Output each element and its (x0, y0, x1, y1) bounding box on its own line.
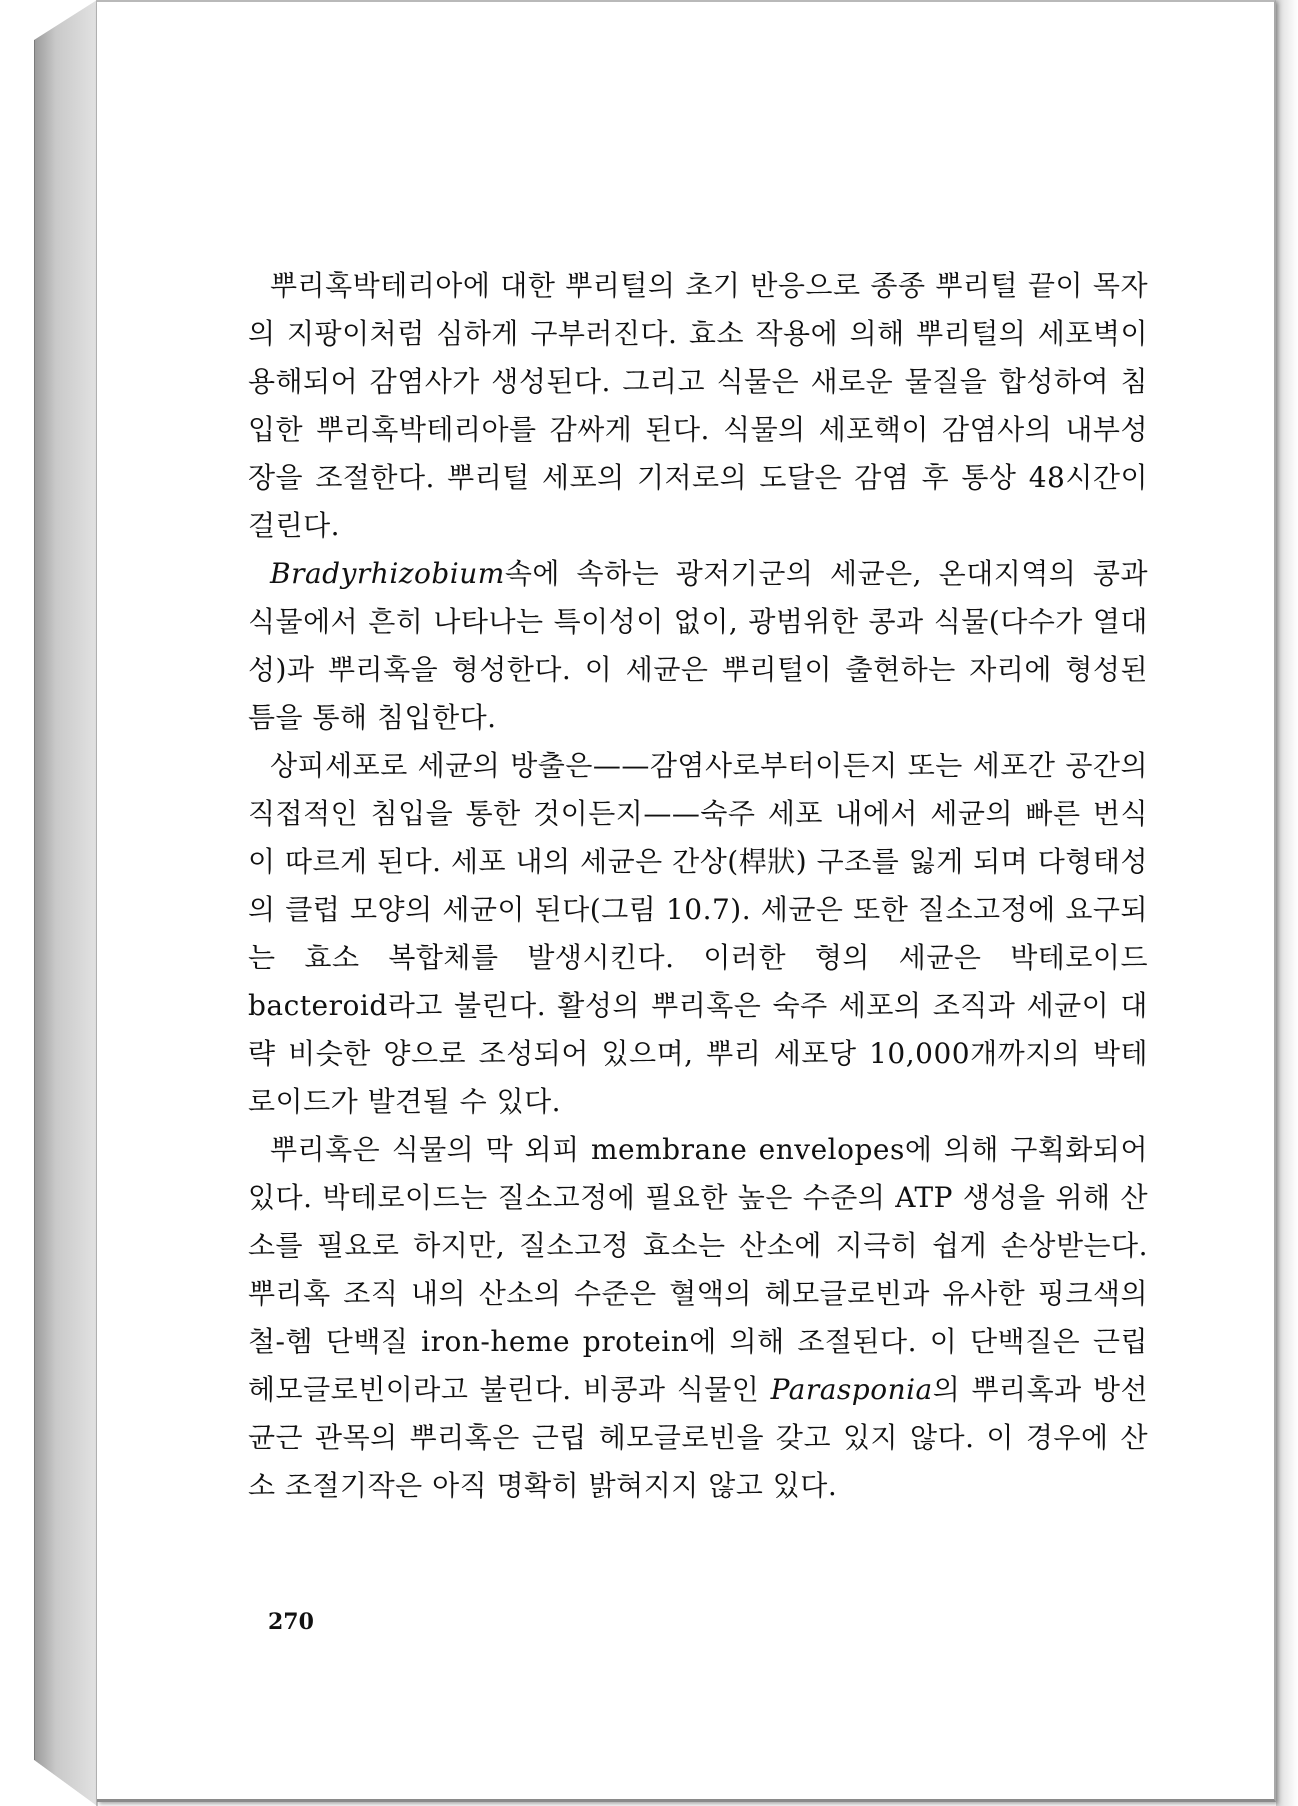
paragraph-2 (248, 550, 1148, 742)
paragraph-3 (248, 742, 1148, 1126)
body-text (248, 262, 1148, 1510)
paragraph-4-text-a: 뿌리혹은 식물의 막 외피 membrane envelopes에 의해 구획화되어 있다. 박테로이드는 질소고정에 필요한 높은 수준의 ATP 생성을 위해 산소를 필요로 하지만, 질소고정 효소는 산소에 지극히 쉽게 손상받는다. 뿌리혹 조직 내의 산소의 수준은 혈액의 헤모글로빈과 유사한 핑크색의 철-헴 단백질 iron-heme protein에 의해 조절된다. 이 단백질은 근립 헤모글로빈이라고 불린다. 비콩과 식물인 (248, 1133, 1148, 1406)
paragraph-3-text: 상피세포로 세균의 방출은——감염사로부터이든지 또는 세포간 공간의 직접적인 침입을 통한 것이든지——숙주 세포 내에서 세균의 빠른 번식이 따르게 된다. 세포 내의 세균은 간상(桿狀) 구조를 잃게 되며 다형태성의 클럽 모양의 세균이 된다(그림 10.7). 세균은 또한 질소고정에 요구되는 효소 복합체를 발생시킨다. 이러한 형의 세균은 박테로이드 bacteroid라고 불린다. 활성의 뿌리혹은 숙주 세포의 조직과 세균이 대략 비슷한 양으로 조성되어 있으며, 뿌리 세포당 10,000개까지의 박테로이드가 발견될 수 있다. (248, 749, 1148, 1118)
paragraph-1-text: 뿌리혹박테리아에 대한 뿌리털의 초기 반응으로 종종 뿌리털 끝이 목자의 지팡이처럼 심하게 구부러진다. 효소 작용에 의해 뿌리털의 세포벽이 용해되어 감염사가 생성된다. 그리고 식물은 새로운 물질을 합성하여 침입한 뿌리혹박테리아를 감싸게 된다. 식물의 세포핵이 감염사의 내부성장을 조절한다. 뿌리털 세포의 기저로의 도달은 감염 후 통상 48시간이 걸린다. (248, 269, 1148, 542)
paragraph-4-text-b: 의 뿌리혹과 방선균근 관목의 뿌리혹은 근립 헤모글로빈을 갖고 있지 않다. 이 경우에 산소 조절기작은 아직 명확히 밝혀지지 않고 있다. (248, 1373, 1149, 1502)
paragraph-2-text: 속에 속하는 광저기군의 세균은, 온대지역의 콩과 식물에서 흔히 나타나는 특이성이 없이, 광범위한 콩과 식물(다수가 열대성)과 뿌리혹을 형성한다. 이 세균은 뿌리털이 출현하는 자리에 형성된 틈을 통해 침입한다. (248, 557, 1148, 734)
genus-name-bradyrhizobium: Bradyrhizobium (270, 557, 505, 590)
page-number: 270 (268, 1609, 314, 1635)
book-spine (34, 0, 98, 1806)
genus-name-parasponia: Parasponia (770, 1373, 933, 1406)
book-right-edge (1276, 0, 1298, 1806)
paragraph-4 (248, 1126, 1148, 1510)
paragraph-1 (248, 262, 1148, 550)
